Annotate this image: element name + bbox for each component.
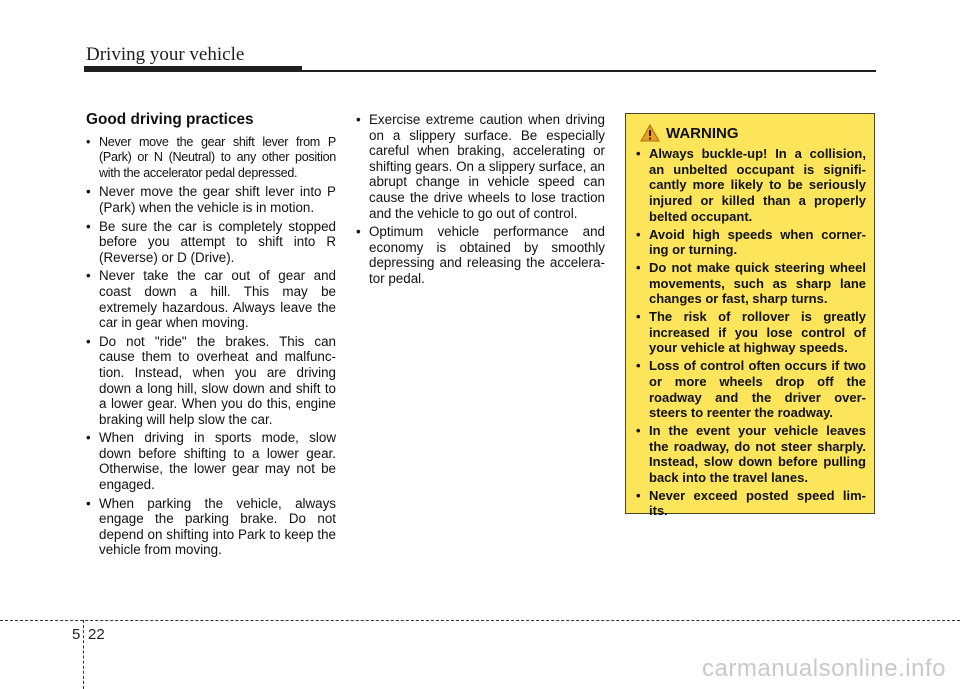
- list-item: • Do not "ride" the brakes. This can cause them to overheat and malfunc- tion. Instead, when you are driving down a long hill, slow down and shift to a lower gear. When you do this, engine braking will help slow the car.: [86, 334, 336, 428]
- warning-item: • The risk of rollover is greatly increased if you lose control of your vehicle at highway speeds.: [636, 309, 866, 356]
- warning-item: • In the event your vehicle leaves the roadway, do not steer sharply. Instead, slow down before pulling back into the travel lanes.: [636, 423, 866, 486]
- list-item: • When parking the vehicle, always engage the parking brake. Do not depend on shifting into Park to keep the vehicle from moving.: [86, 496, 336, 558]
- left-column: [86, 112, 336, 561]
- warning-header: [636, 124, 866, 142]
- warning-title: WARNING: [666, 124, 739, 142]
- driving-practices-list: [86, 135, 336, 558]
- footer-divider: [83, 620, 84, 689]
- warning-list: [636, 146, 866, 519]
- chapter-number: 5: [72, 626, 81, 643]
- warning-item: • Avoid high speeds when corner- ing or turning.: [636, 227, 866, 258]
- list-item: • Be sure the car is completely stopped before you attempt to shift into R (Reverse) or D (Drive).: [86, 219, 336, 266]
- list-item: • Exercise extreme caution when driving on a slippery surface. Be especially careful when braking, accelerating or shifting gears. On a slippery surface, an abrupt change in vehicle speed can cause the drive wheels to lose traction and the vehicle to go out of control.: [356, 112, 605, 221]
- warning-box: [625, 113, 875, 519]
- header-rule: [84, 70, 876, 72]
- list-item: • When driving in sports mode, slow down before shifting to a lower gear. Otherwise, the lower gear may not be engaged.: [86, 430, 336, 492]
- middle-column: [356, 112, 605, 290]
- warning-item: • Never exceed posted speed lim- its.: [636, 488, 866, 519]
- page-number: 22: [88, 626, 105, 643]
- section-title: Driving your vehicle: [86, 44, 245, 65]
- warning-item: • Always buckle-up! In a collision, an unbelted occupant is signifi- cantly more likely to be seriously injured or killed than a properly belted occupant.: [636, 146, 866, 225]
- footer-rule: [0, 620, 960, 621]
- warning-item: • Do not make quick steering wheel movements, such as sharp lane changes or fast, sharp turns.: [636, 260, 866, 307]
- list-item: • Never move the gear shift lever into P (Park) when the vehicle is in motion.: [86, 184, 336, 215]
- driving-tips-list: [356, 112, 605, 287]
- list-item: • Never take the car out of gear and coast down a hill. This may be extremely hazardous. Always leave the car in gear when moving.: [86, 268, 336, 330]
- section-heading: Good driving practices: [86, 111, 254, 128]
- list-item: • Optimum vehicle performance and economy is obtained by smoothly depressing and releasing the accelera- tor pedal.: [356, 224, 605, 286]
- warning-item: • Loss of control often occurs if two or more wheels drop off the roadway and the driver over- steers to reenter the roadway.: [636, 358, 866, 421]
- watermark: carmanualsonline.info: [702, 655, 946, 682]
- list-item: • Never move the gear shift lever from P (Park) or N (Neutral) to any other position with the accelerator pedal depressed.: [86, 135, 336, 182]
- warning-triangle-icon: [640, 124, 660, 142]
